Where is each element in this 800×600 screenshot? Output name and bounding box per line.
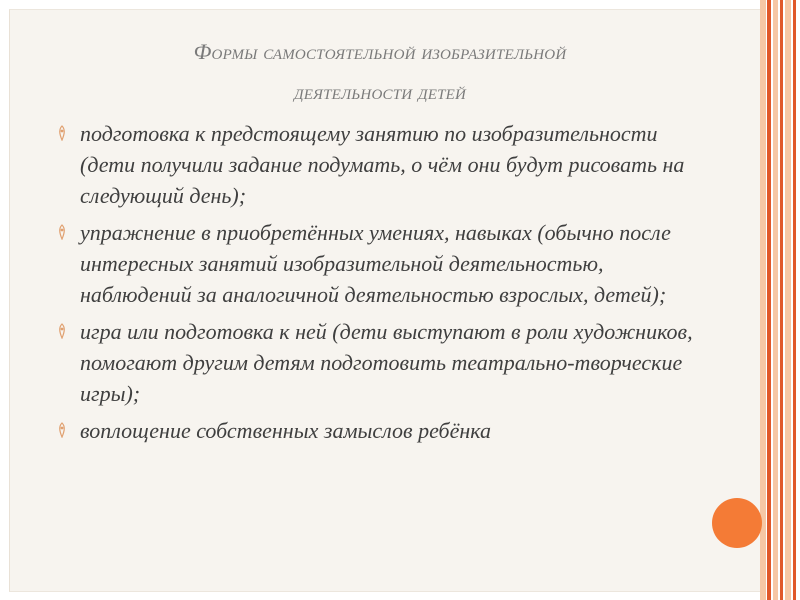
ornate-bullet-icon: [56, 323, 68, 339]
slide-title: [70, 32, 690, 112]
bullet-item-ideas: [54, 415, 714, 446]
stripe-dark-1: [767, 0, 771, 600]
decorative-circle: [712, 498, 762, 548]
ornate-bullet-icon: [56, 224, 68, 240]
bullet-text: упражнение в приобретённых умениях, навыках (обычно после интересных занятий изобразительной деятельностью, наблюдений за аналогичной деятельностью взрослых, детей);: [80, 220, 671, 307]
bullet-item-game: [54, 316, 714, 409]
stripe-dark-3: [793, 0, 796, 600]
title-line-2: деятельности детей: [293, 79, 467, 104]
decorative-stripes: [760, 0, 800, 600]
stripe-dark-2: [780, 0, 783, 600]
stripe-light-1: [760, 0, 766, 600]
ornate-bullet-icon: [56, 125, 68, 141]
bullet-list: [54, 118, 714, 452]
content-frame: [9, 9, 760, 592]
stripe-light-2: [773, 0, 778, 600]
bullet-item-exercise: [54, 217, 714, 310]
ornate-bullet-icon: [56, 422, 68, 438]
bullet-text: игра или подготовка к ней (дети выступают в роли художников, помогают другим детям подготовить театрально-творческие игры);: [80, 319, 693, 406]
bullet-item-preparation: [54, 118, 714, 211]
title-line-1: Формы самостоятельной изобразительной: [193, 39, 567, 64]
bullet-text: подготовка к предстоящему занятию по изобразительности (дети получили задание подумать, о чём они будут рисовать на следующий день);: [80, 121, 685, 208]
stripe-light-3: [785, 0, 791, 600]
bullet-text: воплощение собственных замыслов ребёнка: [80, 418, 492, 443]
